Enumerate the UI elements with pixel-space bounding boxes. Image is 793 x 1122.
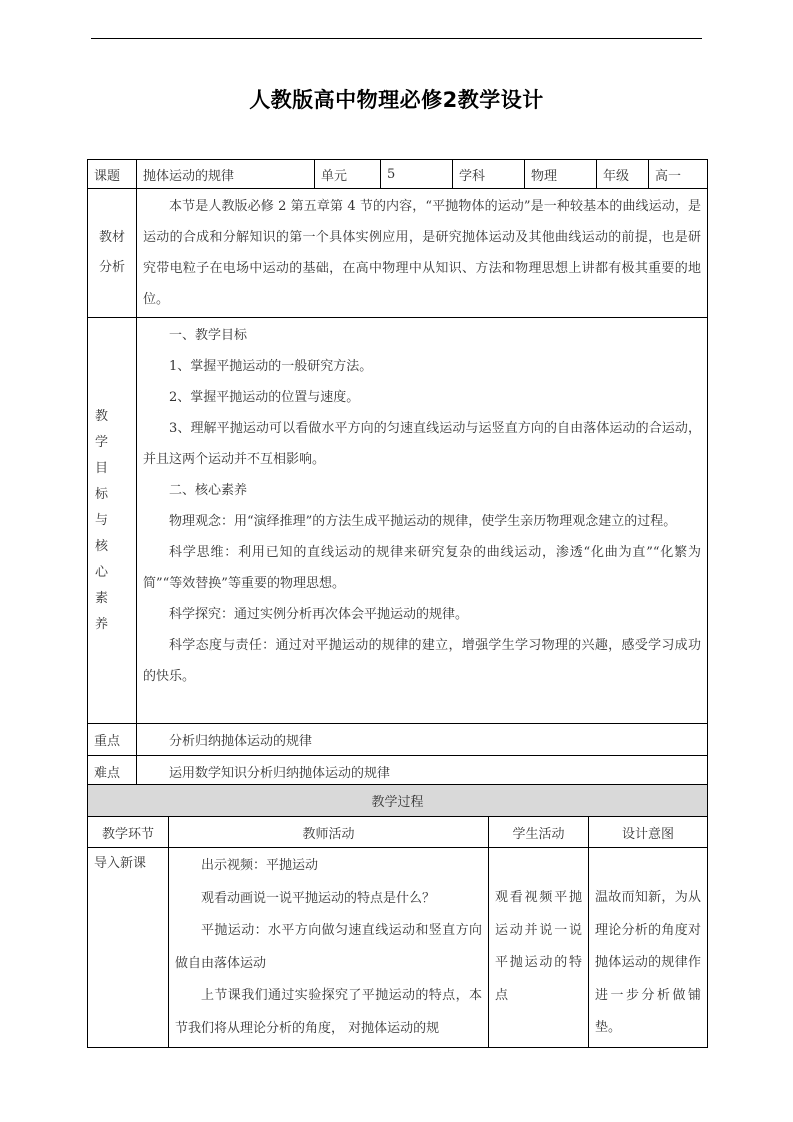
- process-title-row: [88, 785, 708, 817]
- goals-label: 教学目标与核心素养: [88, 318, 137, 724]
- header-student-activity: 学生活动: [489, 817, 589, 848]
- literacy-item: 科学态度与责任：通过对平抛运动的规律的建立，增强学生学习物理的兴趣，感受学习成功的快乐。: [143, 638, 701, 684]
- key-point-label: 重点: [88, 724, 137, 756]
- document-title: 人教版高中物理必修2教学设计: [249, 88, 544, 112]
- goals-section1-title: 一、教学目标: [169, 328, 248, 343]
- material-analysis-label: [88, 189, 137, 318]
- subject-label: 学科: [453, 160, 525, 189]
- teacher-line: 观看动画说一说平抛运动的特点是什么？: [201, 890, 436, 906]
- unit-label: 单元: [315, 160, 381, 189]
- material-label-line1: 教材: [98, 230, 125, 245]
- teacher-activity-cell: [169, 848, 489, 1048]
- literacy-item: 科学探究：通过实例分析再次体会平抛运动的规律。: [169, 607, 469, 622]
- goal-item: 2、掌握平抛运动的位置与速度。: [169, 390, 360, 405]
- header-rule: [91, 38, 702, 39]
- student-activity-cell: [489, 848, 589, 1048]
- process-title: 教学过程: [88, 785, 708, 817]
- difficulty-label: 难点: [88, 756, 137, 788]
- header-teacher-activity: 教师活动: [169, 817, 489, 848]
- design-intent-cell: [589, 848, 708, 1048]
- subject-value: 物理: [525, 160, 597, 189]
- grade-value: 高一: [649, 160, 708, 189]
- student-activity-text: 观看视频平抛运动并说一说平抛运动的特点: [495, 890, 582, 1003]
- literacy-item: 科学思维：利用已知的直线运动的规律来研究复杂的曲线运动，渗透“化曲为直”“化繁为简”“等效替换”等重要的物理思想。: [143, 545, 701, 591]
- unit-value: 5: [381, 160, 453, 189]
- info-row: [88, 160, 708, 189]
- topic-value: 抛体运动的规律: [137, 160, 315, 189]
- process-header-row: [88, 817, 708, 848]
- material-analysis-row: [88, 189, 708, 318]
- key-point-text: 分析归纳抛体运动的规律: [137, 724, 708, 756]
- difficulty-text: 运用数学知识分析归纳抛体运动的规律: [137, 756, 708, 788]
- goals-row: [88, 318, 708, 724]
- goals-cell: [137, 318, 708, 724]
- goal-item: 3、理解平抛运动可以看做水平方向的匀速直线运动与运竖直方向的自由落体运动的合运动，并且这两个运动并不互相影响。: [143, 421, 701, 467]
- material-analysis-cell: [137, 189, 708, 318]
- teacher-line: 上节课我们通过实验探究了平抛运动的特点，本节我们将从理论分析的角度， 对抛体运动的规: [175, 988, 482, 1036]
- process-row: [88, 848, 708, 1048]
- teacher-line: 平抛运动：水平方向做匀速直线运动和竖直方向做自由落体运动: [175, 923, 482, 971]
- lesson-info-table: [87, 159, 708, 789]
- difficulty-row: [88, 756, 708, 788]
- goals-section2-title: 二、核心素养: [169, 483, 248, 498]
- key-point-row: [88, 724, 708, 756]
- teacher-line: 出示视频：平抛运动: [201, 858, 319, 873]
- stage-cell: 导入新课: [88, 848, 169, 1048]
- goal-item: 1、掌握平抛运动的一般研究方法。: [169, 359, 373, 374]
- header-design-intent: 设计意图: [589, 817, 708, 848]
- topic-label: 课题: [88, 160, 137, 189]
- grade-label: 年级: [597, 160, 649, 189]
- literacy-item: 物理观念：用“演绎推理”的方法生成平抛运动的规律，使学生亲历物理观念建立的过程。: [169, 514, 677, 529]
- header-stage: 教学环节: [88, 817, 169, 848]
- teaching-process-table: [87, 784, 708, 1048]
- design-intent-text: 温故而知新，为从理论分析的角度对抛体运动的规律作进一步分析做铺垫。: [595, 890, 702, 1035]
- material-analysis-text: 本节是人教版必修 2 第五章第 4 节的内容，“平抛物体的运动”是一种较基本的曲线运动，是运动的合成和分解知识的第一个具体实例应用，是研究抛体运动及其他曲线运动的前提，也是研究带电粒子在电场中运动的基础，在高中物理中从知识、方法和物理思想上讲都有极其重要的地位。: [143, 199, 701, 307]
- material-label-line2: 分析: [98, 260, 125, 275]
